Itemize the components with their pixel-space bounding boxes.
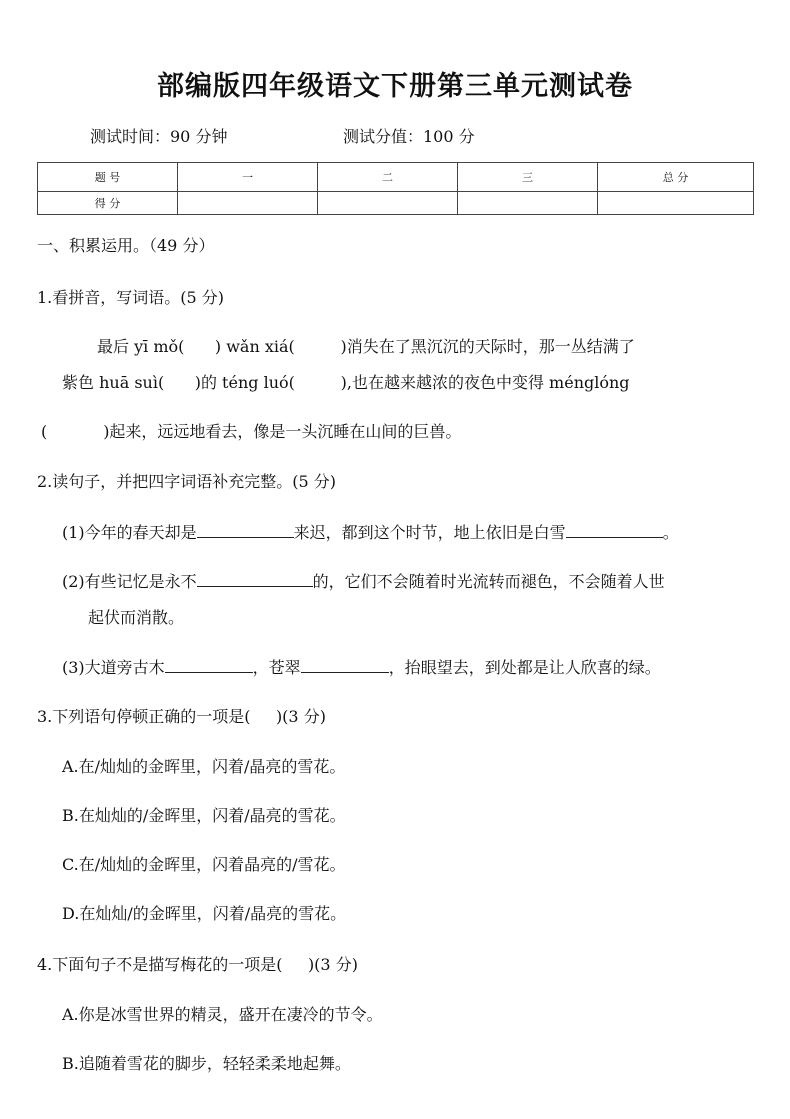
score-cell	[598, 192, 754, 215]
score-cell	[458, 192, 598, 215]
answer-blank[interactable]	[301, 656, 389, 673]
score-table-header-cell: 题 号	[38, 163, 178, 192]
q2-s2-text-a: (2)有些记忆是永不	[62, 572, 197, 591]
exam-title: 部编版四年级语文下册第三单元测试卷	[157, 71, 633, 102]
q2-s1-text-b: 来迟，都到这个时节，地上依旧是白雪	[293, 523, 566, 542]
score-table-header-cell: 二	[318, 163, 458, 192]
q2-sentence-1	[62, 521, 679, 544]
q1-line-1: 最后 yī mǒ( ) wǎn xiá( )消失在了黑沉沉的天际时，那一丛结满了	[97, 337, 635, 356]
score-table-header-row	[38, 163, 754, 192]
section-1-heading: 一、积累运用。（49 分）	[37, 236, 215, 255]
q2-s2-text-b: 的，它们不会随着时光流转而褪色，不会随着人世	[312, 572, 665, 591]
score-table-score-row	[38, 192, 754, 215]
q2-s1-text-a: (1)今年的春天却是	[62, 523, 197, 542]
q1-line-3: ( )起来，远远地看去，像是一头沉睡在山间的巨兽。	[41, 422, 462, 441]
q2-s3-text-c: ，抬眼望去，到处都是让人欣喜的绿。	[388, 658, 661, 677]
score-cell	[178, 192, 318, 215]
q4-title: 4.下面句子不是描写梅花的一项是( )(3 分)	[37, 955, 358, 974]
q3-option-a: A.在/灿灿的金晖里，闪着/晶亮的雪花。	[62, 757, 346, 776]
q4-option-a: A.你是冰雪世界的精灵，盛开在凄冷的节令。	[62, 1005, 383, 1024]
score-table-header-cell: 总 分	[598, 163, 754, 192]
score-table-header-cell: 一	[178, 163, 318, 192]
q2-s3-text-b: ，苍翠	[252, 658, 301, 677]
score-table	[37, 162, 754, 215]
q3-option-b: B.在灿灿的/金晖里，闪着/晶亮的雪花。	[62, 806, 346, 825]
q2-s3-text-a: (3)大道旁古木	[62, 658, 165, 677]
q3-title: 3.下列语句停顿正确的一项是( )(3 分)	[37, 707, 326, 726]
q2-sentence-3	[62, 656, 661, 679]
answer-blank[interactable]	[566, 521, 663, 538]
score-table-header-cell: 三	[458, 163, 598, 192]
score-row-label: 得 分	[38, 192, 178, 215]
answer-blank[interactable]	[197, 521, 294, 538]
q2-sentence-2	[62, 570, 665, 593]
test-score: 测试分值：100 分	[343, 127, 475, 146]
q1-title: 1.看拼音，写词语。(5 分)	[37, 288, 225, 307]
test-time: 测试时间：90 分钟	[90, 127, 228, 146]
q3-option-c: C.在/灿灿的金晖里，闪着晶亮的/雪花。	[62, 855, 346, 874]
q2-title: 2.读句子，并把四字词语补充完整。(5 分)	[37, 472, 337, 491]
q4-option-b: B.追随着雪花的脚步，轻轻柔柔地起舞。	[62, 1054, 351, 1073]
answer-blank[interactable]	[165, 656, 253, 673]
q3-option-d: D.在灿灿/的金晖里，闪着/晶亮的雪花。	[62, 904, 347, 923]
answer-blank[interactable]	[197, 570, 313, 587]
q1-line-2: 紫色 huā suì( )的 téng luó( ),也在越来越浓的夜色中变得 ménglóng	[62, 373, 630, 392]
score-cell	[318, 192, 458, 215]
q2-s1-text-c: 。	[662, 523, 679, 542]
q2-sentence-2-cont: 起伏而消散。	[88, 608, 185, 627]
